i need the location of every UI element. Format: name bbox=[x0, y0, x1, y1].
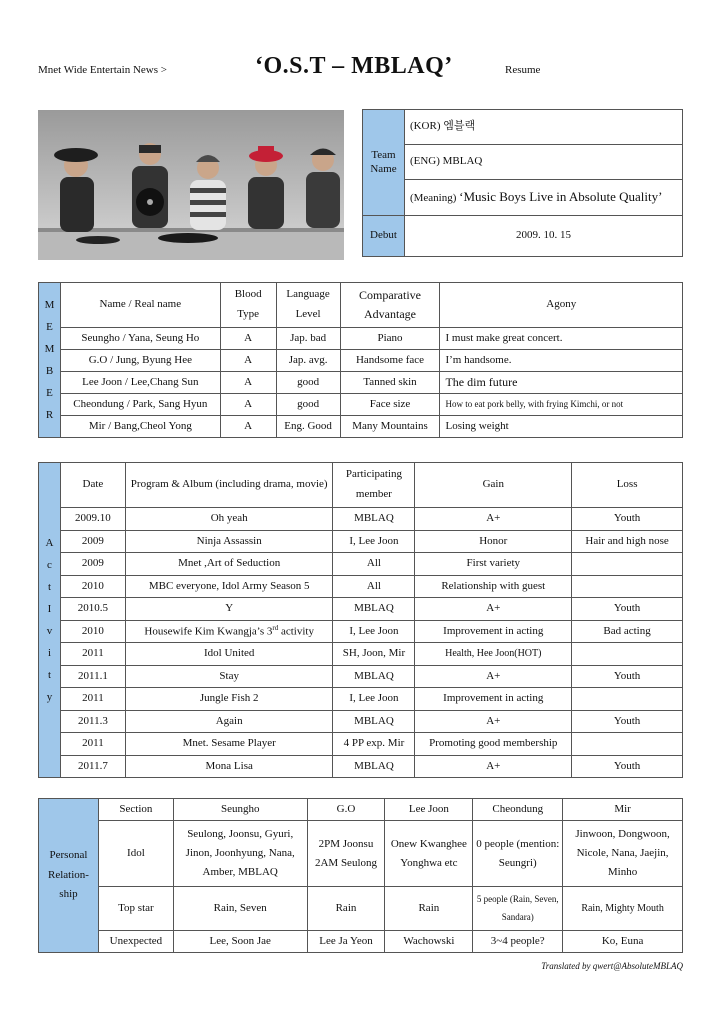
header-blood: Blood Type bbox=[220, 283, 276, 328]
table-row: Cheondung / Park, Sang Hyun A good Face size How to eat pork belly, with frying Kimchi, or not bbox=[39, 394, 683, 416]
table-row: 2009.10 Oh yeah MBLAQ A+ Youth bbox=[39, 508, 683, 531]
header-name: Name / Real name bbox=[60, 283, 220, 328]
table-row: 2011.7 Mona Lisa MBLAQ A+ Youth bbox=[39, 755, 683, 778]
header-agony: Agony bbox=[440, 283, 683, 328]
header-go: G.O bbox=[307, 799, 385, 821]
meaning-prefix: (Meaning) bbox=[409, 192, 457, 205]
relationship-side-label: Personal Relation-ship bbox=[39, 799, 99, 953]
breadcrumb: Mnet Wide Entertain News > bbox=[38, 64, 167, 76]
header-mir: Mir bbox=[563, 799, 683, 821]
table-row: 2010 MBC everyone, Idol Army Season 5 All Relationship with guest bbox=[39, 575, 683, 598]
table-row: G.O / Jung, Byung Hee A Jap. avg. Handsome face I’m handsome. bbox=[39, 350, 683, 372]
table-row: 2011 Jungle Fish 2 I, Lee Joon Improvement in acting bbox=[39, 688, 683, 711]
activity-side-label: A c t I v i t y bbox=[39, 463, 61, 778]
team-name-kor: (KOR) 엠블랙 bbox=[404, 110, 682, 145]
header-section: Section bbox=[98, 799, 173, 821]
table-row: Lee Joon / Lee,Chang Sun A good Tanned skin The dim future bbox=[39, 372, 683, 394]
table-row: Idol Seulong, Joonsu, Gyuri, Jinon, Joonhyung, Nana, Amber, MBLAQ 2PM Joonsu 2AM Seulong Onew Kwanghee Yonghwa etc 0 people (mention: Seungri) Jinwoon, Dongwoon, Nicole, Nana, Jaejin, Minho bbox=[39, 821, 683, 887]
table-row: Unexpected Lee, Soon Jae Lee Ja Yeon Wachowski 3~4 people? Ko, Euna bbox=[39, 931, 683, 953]
table-row: 2010.5 Y MBLAQ A+ Youth bbox=[39, 598, 683, 621]
group-photo-illustration bbox=[38, 110, 344, 260]
team-name-meaning bbox=[404, 180, 682, 216]
member-side-label: M E M B E R bbox=[39, 283, 61, 438]
meaning-value: ‘Music Boys Live in Absolute Quality’ bbox=[459, 189, 663, 205]
relationship-table bbox=[38, 798, 683, 953]
table-row: 2011 Mnet. Sesame Player 4 PP exp. Mir Promoting good membership bbox=[39, 733, 683, 756]
team-name-eng: (ENG) MBLAQ bbox=[404, 145, 682, 180]
debut-date: 2009. 10. 15 bbox=[404, 216, 682, 257]
table-row: Seungho / Yana, Seung Ho A Jap. bad Piano I must make great concert. bbox=[39, 328, 683, 350]
header-seungho: Seungho bbox=[173, 799, 307, 821]
header-loss: Loss bbox=[572, 463, 683, 508]
header-leejoon: Lee Joon bbox=[385, 799, 473, 821]
header-cheondung: Cheondung bbox=[473, 799, 563, 821]
debut-label: Debut bbox=[363, 216, 405, 257]
header-language: Language Level bbox=[276, 283, 340, 328]
translator-credit: Translated by qwert@AbsoluteMBLAQ bbox=[541, 961, 683, 971]
header-date: Date bbox=[60, 463, 125, 508]
table-row: Top star Rain, Seven Rain Rain 5 people (Rain, Seven, Sandara) Rain, Mighty Mouth bbox=[39, 887, 683, 931]
table-row: 2011 Idol United SH, Joon, Mir Health, Hee Joon(HOT) bbox=[39, 643, 683, 666]
table-row: 2010 Housewife Kim Kwangja’s 3rd activity I, Lee Joon Improvement in acting Bad acting bbox=[39, 620, 683, 643]
table-row: 2009 Mnet ,Art of Seduction All First variety bbox=[39, 553, 683, 576]
header-program: Program & Album (including drama, movie) bbox=[125, 463, 333, 508]
page-title: ‘O.S.T – MBLAQ’ bbox=[255, 53, 453, 79]
header-participating: Participating member bbox=[333, 463, 415, 508]
table-row: 2009 Ninja Assassin I, Lee Joon Honor Hair and high nose bbox=[39, 530, 683, 553]
team-info-table bbox=[362, 109, 683, 257]
activity-table bbox=[38, 462, 683, 778]
header-advantage: Comparative Advantage bbox=[340, 283, 440, 328]
table-row: 2011.1 Stay MBLAQ A+ Youth bbox=[39, 665, 683, 688]
header-gain: Gain bbox=[415, 463, 572, 508]
members-table bbox=[38, 282, 683, 438]
table-row: 2011.3 Again MBLAQ A+ Youth bbox=[39, 710, 683, 733]
table-row: Mir / Bang,Cheol Yong A Eng. Good Many Mountains Losing weight bbox=[39, 416, 683, 438]
group-photo bbox=[38, 110, 344, 260]
resume-label: Resume bbox=[505, 64, 541, 76]
team-name-label: Team Name bbox=[363, 110, 405, 216]
